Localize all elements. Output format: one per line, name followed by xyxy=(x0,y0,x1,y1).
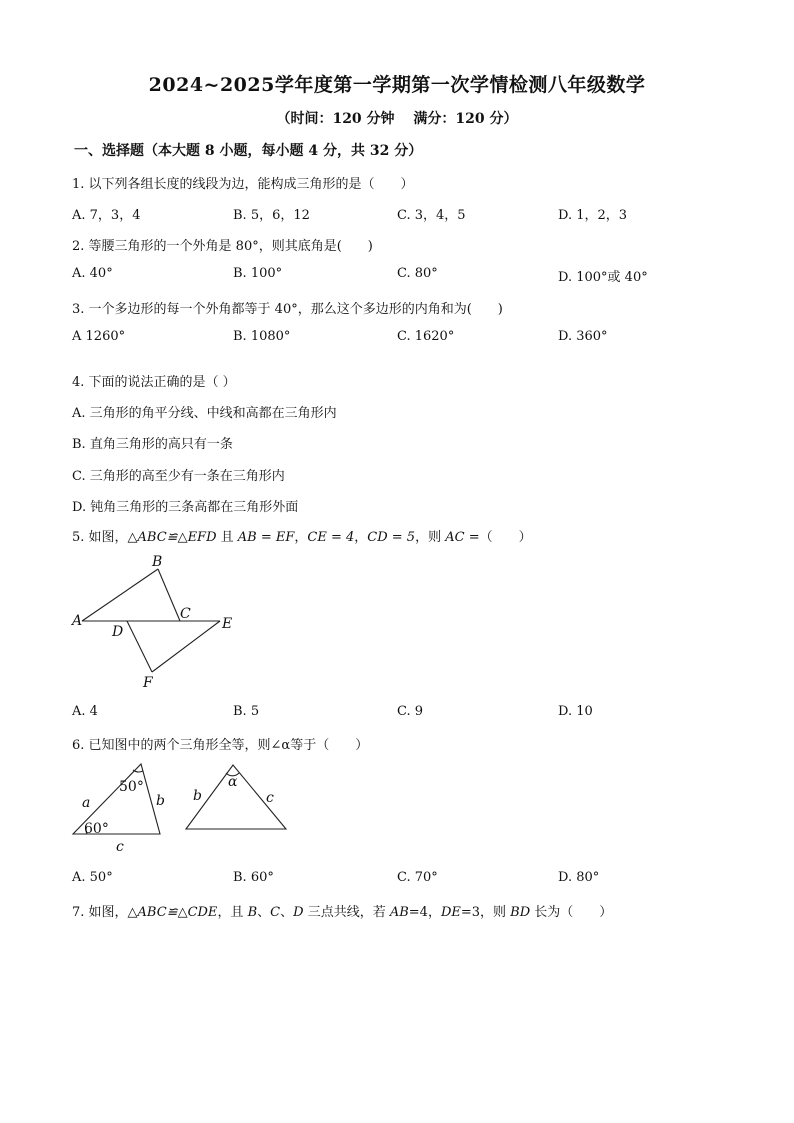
q5-option-b: B. 5 xyxy=(233,704,260,719)
angle-alpha-label: α xyxy=(228,774,238,790)
q2-option-d: D. 100°或 40° xyxy=(558,270,648,285)
segment-df xyxy=(127,621,152,672)
exam-info: （时间：120 分钟 满分：120 分） xyxy=(276,111,518,127)
q5-option-d: D. 10 xyxy=(558,704,593,719)
q2-option-a: A. 40° xyxy=(72,266,113,281)
label-d: D xyxy=(112,624,124,640)
section-heading: 一、选择题（本大题 8 小题，每小题 4 分，共 32 分） xyxy=(74,143,423,159)
question-4: 4. 下面的说法正确的是（ ） xyxy=(72,375,236,390)
q1-option-d: D. 1，2，3 xyxy=(558,208,628,223)
page-title: 2024~2025学年度第一学期第一次学情检测八年级数学 xyxy=(148,74,646,96)
question-7: 7. 如图，△ABC≌△CDE，且 B、C、D 三点共线，若 AB=4，DE=3，则 BD 长为（ ） xyxy=(72,905,613,920)
q6-figure xyxy=(62,756,302,858)
q3-option-c: C. 1620° xyxy=(397,329,455,344)
q5-option-c: C. 9 xyxy=(397,704,424,719)
q3-option-d: D. 360° xyxy=(558,329,608,344)
question-1: 1. 以下列各组长度的线段为边，能构成三角形的是（ ） xyxy=(72,177,414,192)
question-6: 6. 已知图中的两个三角形全等，则∠α等于（ ） xyxy=(72,738,369,753)
side-b2-label: b xyxy=(193,788,202,804)
q4-option-d: D. 钝角三角形的三条高都在三角形外面 xyxy=(72,500,299,515)
side-c-label: c xyxy=(116,839,124,855)
q4-option-c: C. 三角形的高至少有一条在三角形内 xyxy=(72,469,285,484)
side-a-label: a xyxy=(82,795,91,811)
q6-option-a: A. 50° xyxy=(72,870,113,885)
q5-figure xyxy=(60,548,260,693)
side-c2-label: c xyxy=(266,790,274,806)
question-3: 3. 一个多边形的每一个外角都等于 40°，那么这个多边形的内角和为( ) xyxy=(72,302,503,317)
q1-option-c: C. 3，4，5 xyxy=(397,208,466,223)
angle-50-label: 50° xyxy=(119,779,144,795)
q4-option-b: B. 直角三角形的高只有一条 xyxy=(72,437,233,452)
label-f: F xyxy=(143,675,153,691)
q6-option-c: C. 70° xyxy=(397,870,438,885)
label-b: B xyxy=(152,554,163,570)
label-e: E xyxy=(222,616,233,632)
label-c: C xyxy=(180,606,191,622)
segment-ab xyxy=(82,569,158,621)
label-a: A xyxy=(72,613,83,629)
q3-option-a: A 1260° xyxy=(72,329,126,344)
q1-option-b: B. 5，6，12 xyxy=(233,208,310,223)
q6-option-d: D. 80° xyxy=(558,870,600,885)
q2-option-b: B. 100° xyxy=(233,266,283,281)
q3-option-b: B. 1080° xyxy=(233,329,291,344)
q2-option-c: C. 80° xyxy=(397,266,438,281)
segment-fe xyxy=(152,621,220,672)
question-5: 5. 如图，△ABC≌△EFD 且 AB = EF，CE = 4，CD = 5，则 AC =（ ） xyxy=(72,530,532,545)
q6-option-b: B. 60° xyxy=(233,870,274,885)
q1-option-a: A. 7，3，4 xyxy=(72,208,141,223)
question-2: 2. 等腰三角形的一个外角是 80°，则其底角是( ) xyxy=(72,239,373,254)
segment-bc xyxy=(158,569,180,621)
angle-60-label: 60° xyxy=(84,821,109,837)
side-b-label: b xyxy=(156,793,165,809)
q4-option-a: A. 三角形的角平分线、中线和高都在三角形内 xyxy=(72,406,337,421)
q5-option-a: A. 4 xyxy=(72,704,98,719)
